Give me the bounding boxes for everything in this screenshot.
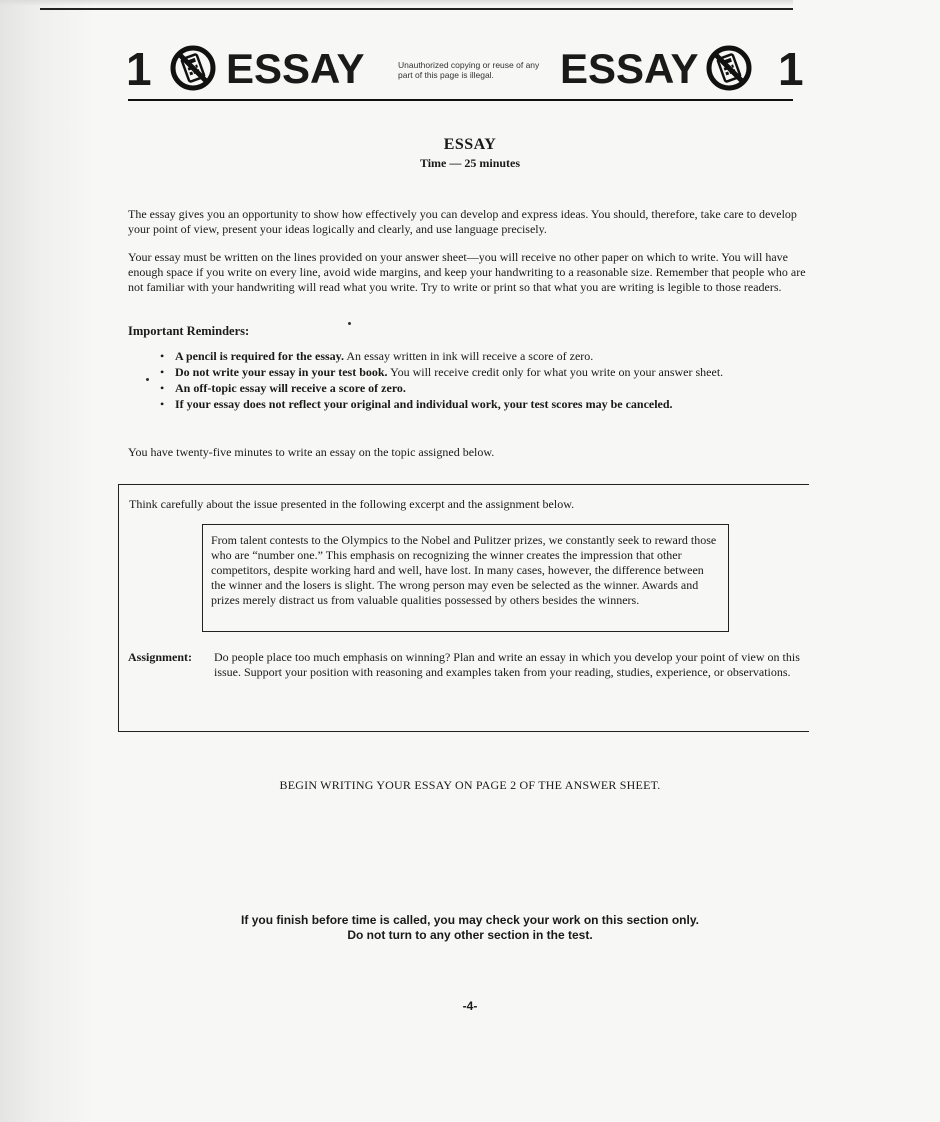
time-note: You have twenty-five minutes to write an essay on the topic assigned below. [128, 445, 495, 459]
header-title-left: ESSAY [226, 45, 365, 92]
excerpt-text: From talent contests to the Olympics to the Nobel and Pulitzer prizes, we constantly seek to reward those who are “number one.” This emphasis on recognizing the winner creates the impression that other competitors, despite working hard and well, have lost. In many cases, however, the difference between the winner and the losers is slight. The wrong person may even be selected as the winner. Awards and prizes merely distract us from valuable qualities possessed by others besides the winners. [211, 533, 717, 607]
scan-speck [146, 378, 149, 381]
section-number-right: 1 [778, 43, 804, 95]
begin-instruction: BEGIN WRITING YOUR ESSAY ON PAGE 2 OF THE ANSWER SHEET. [279, 778, 661, 792]
no-calculator-icon [170, 45, 216, 91]
scan-top-edge [0, 0, 793, 6]
reminders-heading: Important Reminders: [128, 324, 250, 338]
intro-paragraph-2: Your essay must be written on the lines provided on your answer sheet—you will receive no other paper on which to write. You will have enough space if you write on every line, avoid wide margins, and keep your handwriting to a reasonable size. Remember that people who are not familiar with your handwriting will read what you write. Try to write or print so that what you are writing is legible to those readers. [128, 250, 806, 294]
time-limit: Time — 25 minutes [419, 156, 521, 170]
list-item: • A pencil is required for the essay. An essay written in ink will receive a score of zero. [160, 349, 770, 364]
section-header [118, 40, 808, 98]
list-item: • If your essay does not reflect your original and individual work, your test scores may be canceled. [160, 397, 770, 412]
assignment-label: Assignment: [128, 650, 193, 664]
page-title: ESSAY [443, 136, 497, 153]
section-number: 1 [126, 43, 151, 95]
finish-note-line-2: Do not turn to any other section in the test. [347, 928, 593, 942]
list-item: • Do not write your essay in your test book. You will receive credit only for what you write on your answer sheet. [160, 365, 770, 380]
finish-note [0, 913, 940, 943]
copy-notice: Unauthorized copying or reuse of any part of this page is illegal. [398, 60, 540, 80]
no-calculator-icon [706, 45, 752, 91]
assignment-text: Do people place too much emphasis on winning? Plan and write an essay in which you develop your point of view on this issue. Support your position with reasoning and examples taken from your reading, studies, experience, or observations. [214, 650, 800, 679]
header-rule [128, 99, 793, 101]
finish-note-line-1: If you finish before time is called, you may check your work on this section only. [241, 913, 699, 927]
top-rule [40, 8, 793, 10]
list-item: • An off-topic essay will receive a score of zero. [160, 381, 770, 396]
reminders-list [160, 349, 770, 413]
page-number: -4- [462, 999, 478, 1013]
excerpt-box [202, 524, 729, 632]
scan-speck [348, 322, 351, 325]
prompt-instruction: Think carefully about the issue presented in the following excerpt and the assignment below. [129, 497, 575, 511]
intro-paragraph-1: The essay gives you an opportunity to show how effectively you can develop and express ideas. You should, therefore, take care to develop your point of view, present your ideas logically and clearly, and use language precisely. [128, 207, 797, 236]
header-title-right: ESSAY [560, 45, 699, 92]
prompt-box [118, 484, 809, 732]
